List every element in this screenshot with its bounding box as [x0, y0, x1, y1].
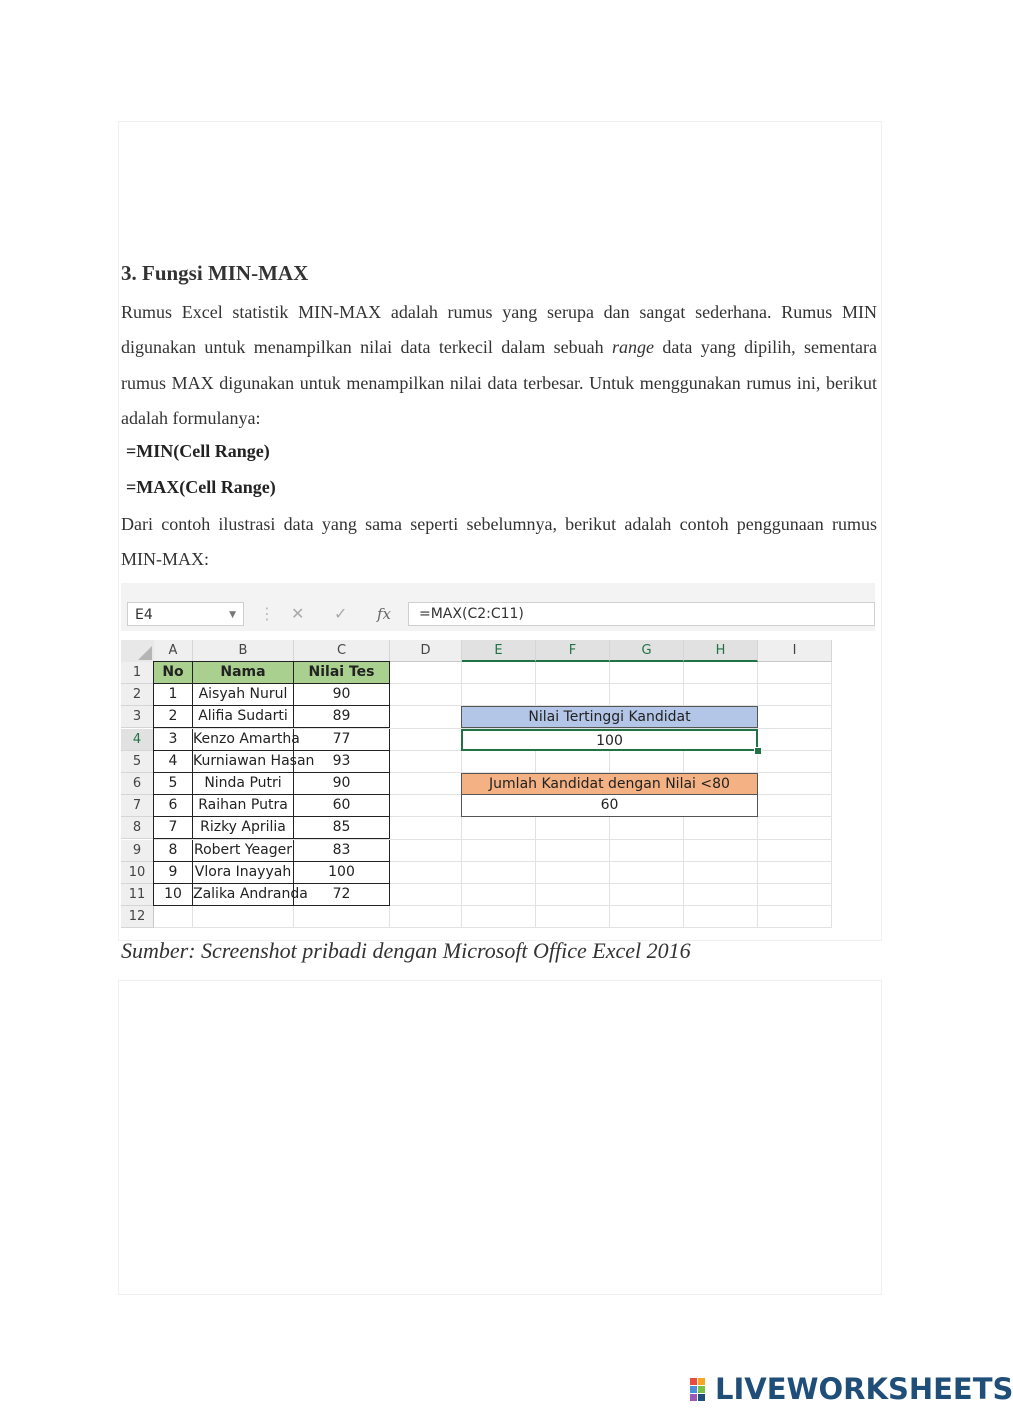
table-cell[interactable]: Alifia Sudarti — [193, 706, 294, 728]
row-header-11[interactable]: 11 — [121, 884, 154, 906]
column-header-a[interactable]: A — [154, 640, 193, 662]
gridline — [831, 662, 832, 928]
table-cell[interactable]: 1 — [154, 684, 193, 706]
column-header-b[interactable]: B — [193, 640, 294, 662]
row-header-1[interactable]: 1 — [121, 662, 154, 684]
table-cell[interactable]: Zalika Andranda — [193, 884, 294, 906]
row-header-5[interactable]: 5 — [121, 751, 154, 773]
formula-bar — [121, 597, 875, 631]
column-header-f[interactable]: F — [536, 640, 610, 662]
table-cell[interactable]: 93 — [294, 751, 390, 773]
content-frame-bottom — [118, 980, 882, 1295]
row-header-7[interactable]: 7 — [121, 795, 154, 817]
formula-max: =MAX(Cell Range) — [126, 477, 276, 497]
name-box[interactable] — [127, 602, 244, 626]
table-cell[interactable]: 2 — [154, 706, 193, 728]
liveworksheets-logo-icon — [689, 1377, 714, 1402]
insert-function-icon[interactable]: fx — [377, 605, 392, 623]
table-cell[interactable]: Kurniawan Hasan — [193, 751, 294, 773]
row-header-2[interactable]: 2 — [121, 684, 154, 706]
count-value-cell[interactable]: 60 — [461, 795, 758, 817]
column-header-g[interactable]: G — [610, 640, 684, 662]
figure-caption: Sumber: Screenshot pribadi dengan Microsoft Office Excel 2016 — [121, 938, 691, 963]
table-cell[interactable]: 3 — [154, 729, 193, 751]
table-cell[interactable]: 85 — [294, 817, 390, 839]
table-cell[interactable]: 9 — [154, 862, 193, 884]
more-icon: ⋮ — [259, 604, 275, 623]
max-label-cell[interactable]: Nilai Tertinggi Kandidat — [461, 706, 758, 728]
formula-input[interactable]: =MAX(C2:C11) — [408, 602, 875, 626]
count-label-cell[interactable]: Jumlah Kandidat dengan Nilai <80 — [461, 773, 758, 795]
table-cell[interactable]: 89 — [294, 706, 390, 728]
table-cell[interactable]: Rizky Aprilia — [193, 817, 294, 839]
table-header-cell[interactable]: Nilai Tes — [294, 662, 390, 684]
column-header-d[interactable]: D — [390, 640, 462, 662]
enter-icon[interactable]: ✓ — [334, 604, 348, 623]
cancel-icon[interactable]: ✕ — [291, 604, 305, 623]
intro-paragraph — [121, 295, 877, 436]
table-cell[interactable]: 100 — [294, 862, 390, 884]
table-cell[interactable]: 90 — [294, 773, 390, 795]
table-cell[interactable]: 5 — [154, 773, 193, 795]
row-header-10[interactable]: 10 — [121, 862, 154, 884]
example-paragraph: Dari contoh ilustrasi data yang sama seperti sebelumnya, berikut adalah contoh penggunaan rumus MIN-MAX: — [121, 514, 877, 570]
table-cell[interactable]: 60 — [294, 795, 390, 817]
table-cell[interactable]: 6 — [154, 795, 193, 817]
column-header-e[interactable]: E — [462, 640, 536, 662]
table-cell[interactable]: Raihan Putra — [193, 795, 294, 817]
column-header-h[interactable]: H — [684, 640, 758, 662]
section-heading: 3. Fungsi MIN-MAX — [121, 261, 309, 285]
table-cell[interactable]: 72 — [294, 884, 390, 906]
column-header-c[interactable]: C — [294, 640, 390, 662]
table-cell[interactable]: Robert Yeager — [193, 840, 294, 862]
table-cell[interactable]: 4 — [154, 751, 193, 773]
formula-min: =MIN(Cell Range) — [126, 441, 270, 461]
row-header-8[interactable]: 8 — [121, 817, 154, 839]
row-header-6[interactable]: 6 — [121, 773, 154, 795]
ribbon-strip — [121, 583, 875, 598]
intro-text-start: Rumus Excel statistik MIN-MAX adalah rumus yang serupa dan sangat sederhana. Rumus MIN digunakan untuk menampilkan nilai data terkecil dalam sebuah — [121, 302, 877, 358]
table-cell[interactable]: 10 — [154, 884, 193, 906]
table-cell[interactable]: 77 — [294, 729, 390, 751]
table-cell[interactable]: Kenzo Amartha — [193, 729, 294, 751]
fill-handle[interactable] — [754, 747, 762, 755]
table-header-cell[interactable]: No — [154, 662, 193, 684]
table-cell[interactable]: Aisyah Nurul — [193, 684, 294, 706]
gridline — [154, 927, 832, 928]
table-cell[interactable]: 83 — [294, 840, 390, 862]
excel-screenshot — [121, 583, 875, 925]
column-header-i[interactable]: I — [758, 640, 832, 662]
row-header-3[interactable]: 3 — [121, 706, 154, 728]
row-header-4[interactable]: 4 — [121, 729, 154, 751]
name-box-value: E4 — [135, 607, 153, 623]
select-all-corner[interactable] — [121, 640, 155, 663]
intro-range-word: range — [612, 337, 654, 358]
table-header-cell[interactable]: Nama — [193, 662, 294, 684]
row-header-12[interactable]: 12 — [121, 906, 154, 928]
row-header-9[interactable]: 9 — [121, 840, 154, 862]
table-cell[interactable]: Vlora Inayyah — [193, 862, 294, 884]
chevron-down-icon: ▼ — [229, 610, 236, 620]
max-value-cell[interactable]: 100 — [461, 729, 758, 751]
table-cell[interactable]: 90 — [294, 684, 390, 706]
table-cell[interactable]: 7 — [154, 817, 193, 839]
brand-wordmark: LIVEWORKSHEETS — [715, 1372, 1013, 1406]
table-cell[interactable]: Ninda Putri — [193, 773, 294, 795]
table-cell[interactable]: 8 — [154, 840, 193, 862]
intro-text-end: data yang dipilih, sementara rumus MAX digunakan untuk menampilkan nilai data terbesar. Untuk menggunakan rumus ini, berikut adalah formulanya: — [121, 337, 877, 428]
